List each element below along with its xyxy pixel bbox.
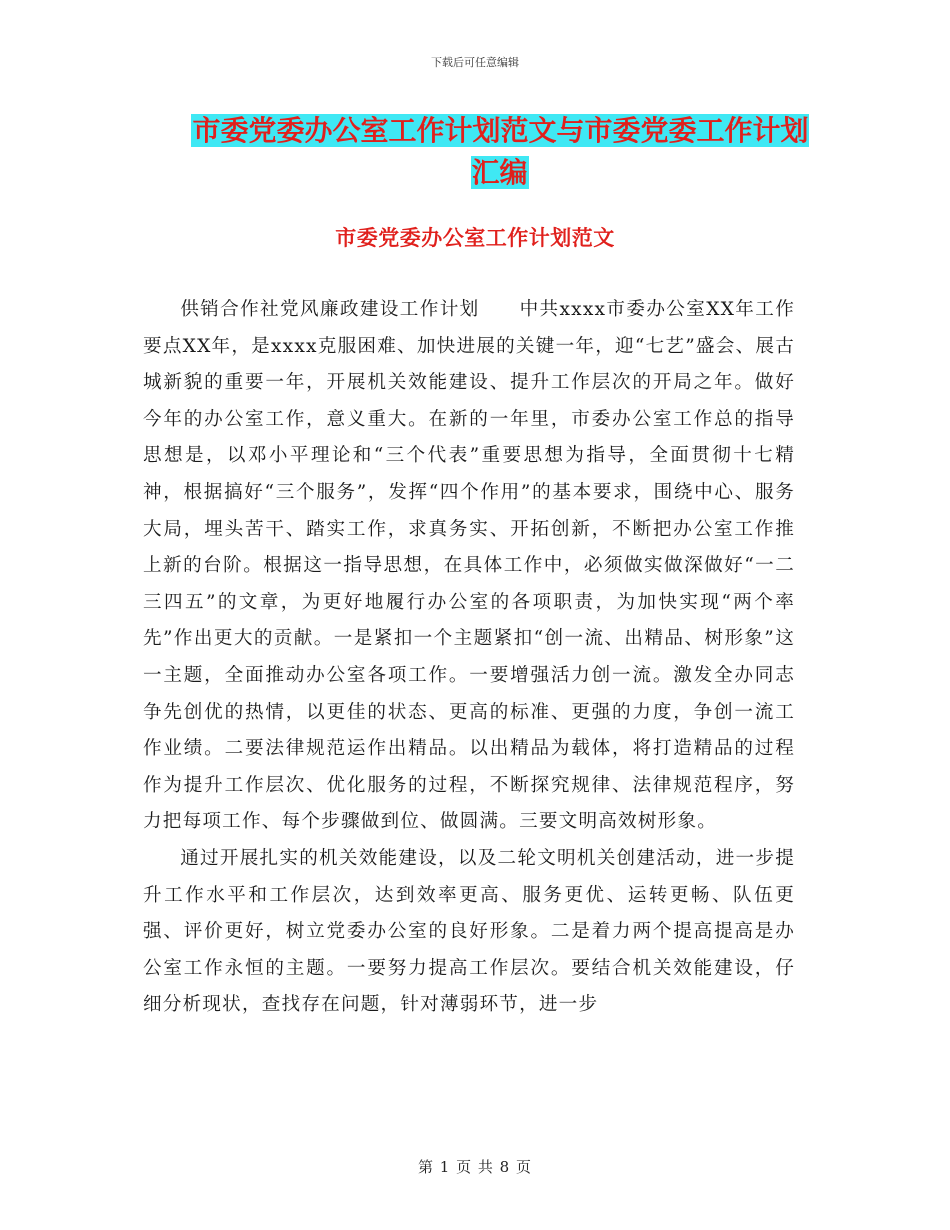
document-title-text: 市委党委办公室工作计划范文与市委党委工作计划汇编 <box>192 114 809 189</box>
page-footer: 第 1 页 共 8 页 <box>418 1158 532 1176</box>
paragraph-2: 通过开展扎实的机关效能建设，以及二轮文明机关创建活动，进一步提升工作水平和工作层次，达到效率更高、服务更优、运转更畅、队伍更强、评价更好，树立党委办公室的良好形象。二是着力两个提高提高是办公室工作永恒的主题。一要努力提高工作层次。要结合机关效能建设，仔细分析现状，查找存在问题，针对薄弱环节，进一步 <box>143 847 795 1016</box>
paragraph-1: 供销合作社党风廉政建设工作计划 中共xxxx市委办公室XX年工作要点XX年，是xxxx克服困难、加快进展的关键一年，迎“七艺”盛会、展古城新貌的重要一年，开展机关效能建设、提升工作层次的开局之年。做好今年的办公室工作，意义重大。在新的一年里，市委办公室工作总的指导思想是，以邓小平理论和“三个代表”重要思想为指导，全面贯彻十七精神，根据搞好“三个服务”，发挥“四个作用”的基本要求，围绕中心、服务大局，埋头苦干、踏实工作，求真务实、开拓创新，不断把办公室工作推上新的台阶。根据这一指导思想，在具体工作中，必须做实做深做好“一二三四五”的文章，为更好地履行办公室的各项职责，为加快实现“两个率先”作出更大的贡献。一是紧扣一个主题紧扣“创一流、出精品、树形象”这一主题，全面推动办公室各项工作。一要增强活力创一流。激发全办同志争先创优的热情，以更佳的状态、更高的标准、更强的力度，争创一流工作业绩。二要法律规范运作出精品。以出精品为载体，将打造精品的过程作为提升工作层次、优化服务的过程，不断探究规律、法律规范程序，努力把每项工作、每个步骤做到位、做圆满。三要文明高效树形象。 <box>143 299 795 833</box>
header-note: 下载后可任意编辑 <box>431 56 519 69</box>
document-title <box>190 110 810 194</box>
body-text <box>143 292 795 1024</box>
section-title: 市委党委办公室工作计划范文 <box>335 226 615 250</box>
